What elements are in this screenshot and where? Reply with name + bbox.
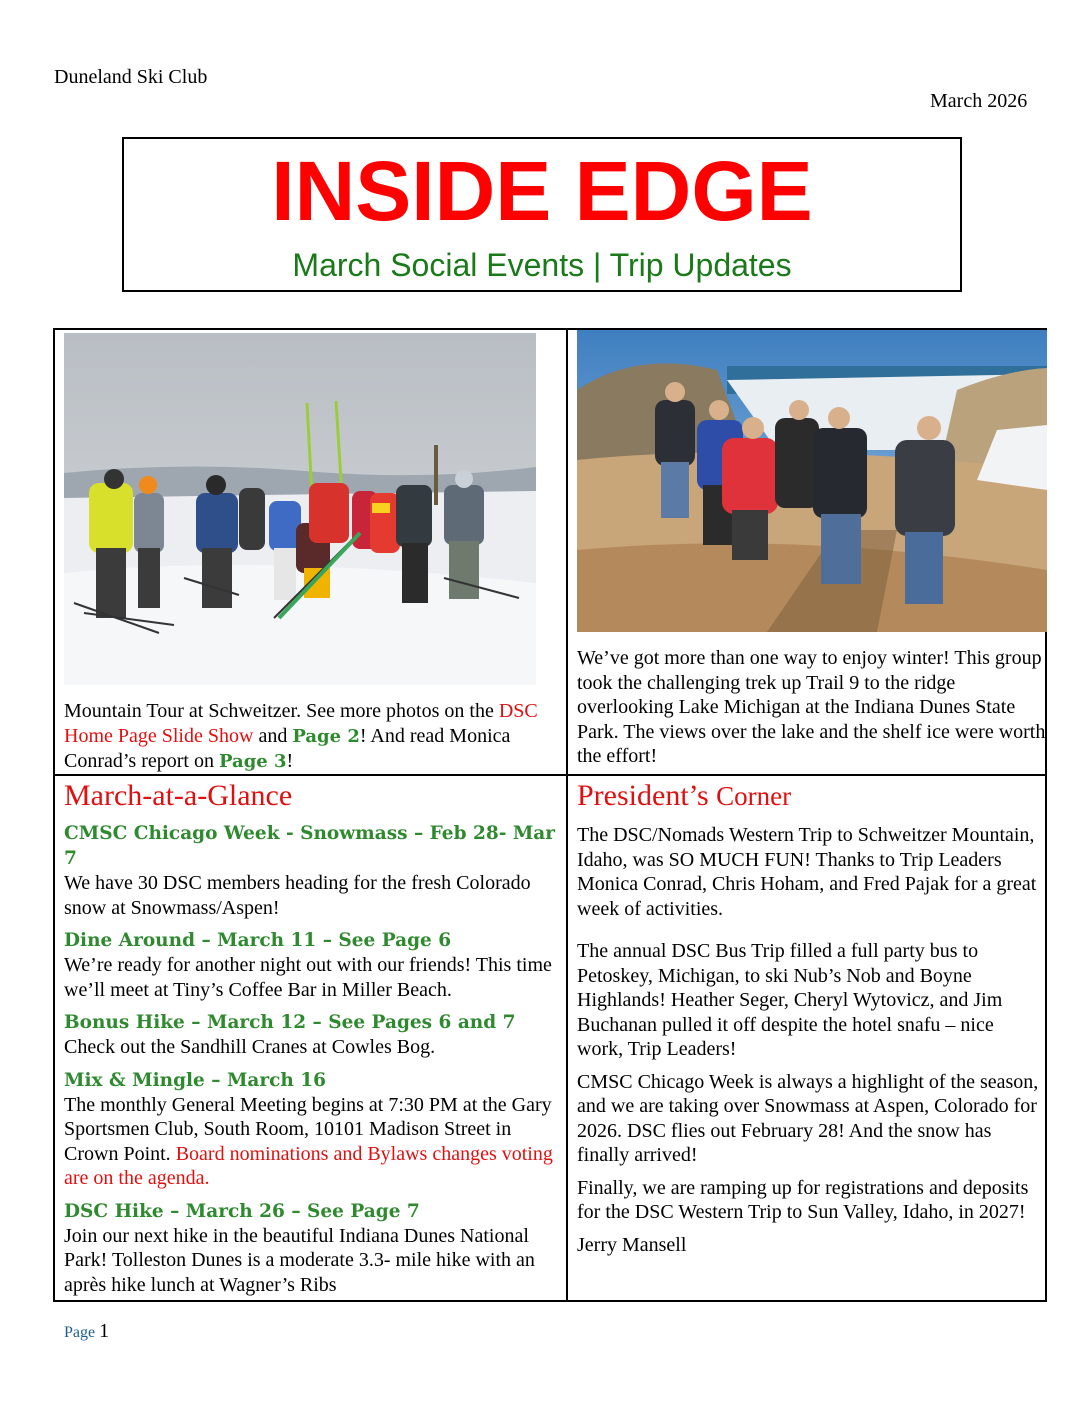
page-2-link[interactable]: Page 2 bbox=[292, 725, 360, 747]
event-body-text: The monthly General Meeting begins at 7:30 PM at the Gary Sportsmen Club, South Room, 10101 Madison Street in Crown Point. bbox=[64, 1093, 552, 1165]
president-heading bbox=[577, 779, 1043, 813]
dunes-photo-cell bbox=[577, 330, 1047, 769]
glance-heading: March-at-a-Glance bbox=[64, 779, 293, 812]
caption-text: and bbox=[253, 724, 293, 747]
president-paragraph: The DSC/Nomads Western Trip to Schweitzer Mountain, Idaho, was SO MUCH FUN! Thanks to Trip Leaders Monica Conrad, Chris Hoham, and Fred Pajak for a great week of activities. bbox=[577, 824, 1037, 920]
page-number: 1 bbox=[99, 1320, 110, 1342]
president-heading-a: President’s bbox=[577, 779, 717, 812]
page-3-link[interactable]: Page 3 bbox=[218, 751, 287, 772]
dunes-photo-caption: We’ve got more than one way to enjoy winter! This group took the challenging trek up Trail 9 to the ridge overlooking Lake Michigan at the Indiana Dunes State Park. The views over the lake and the shelf ice were worth the effort! bbox=[577, 647, 1046, 767]
ski-group-photo bbox=[64, 333, 536, 685]
issue-date: March 2026 bbox=[930, 90, 1028, 112]
dunes-hike-photo bbox=[577, 330, 1047, 632]
newsletter-subtitle: March Social Events | Trip Updates bbox=[292, 247, 792, 283]
event-title: CMSC Chicago Week - Snowmass – Feb 28- Mar 7 bbox=[64, 823, 556, 869]
event-body: We have 30 DSC members heading for the fresh Colorado snow at Snowmass/Aspen! bbox=[64, 872, 531, 919]
president-signature: Jerry Mansell bbox=[577, 1233, 687, 1256]
club-name: Duneland Ski Club bbox=[54, 66, 208, 88]
event-title: Bonus Hike – March 12 – See Pages 6 and 7 bbox=[64, 1012, 516, 1033]
event-body bbox=[64, 1093, 560, 1191]
slide-show-link[interactable]: DSC Home Page Slide Show bbox=[64, 700, 538, 747]
event-title: DSC Hike – March 26 – See Page 7 bbox=[64, 1200, 420, 1222]
caption-text: ! And read Monica Conrad’s report on bbox=[64, 724, 511, 772]
column-divider bbox=[566, 330, 568, 1300]
newsletter-title: INSIDE EDGE bbox=[271, 144, 813, 238]
page-footer bbox=[64, 1320, 109, 1343]
masthead bbox=[122, 137, 962, 292]
caption-text: ! bbox=[286, 750, 294, 772]
president-paragraph: Finally, we are ramping up for registrations and deposits for the DSC Western Trip to Sun Valley, Idaho, in 2027! bbox=[577, 1176, 1029, 1223]
caption-text: Mountain Tour at Schweitzer. See more photos on the bbox=[64, 700, 499, 722]
event-body: Check out the Sandhill Cranes at Cowles Bog. bbox=[64, 1036, 436, 1058]
event-body: We’re ready for another night out with our friends! This time we’ll meet at Tiny’s Coffee Bar in Miller Beach. bbox=[64, 954, 552, 1001]
agenda-note: Board nominations and Bylaws changes voting are on the agenda. bbox=[64, 1142, 553, 1189]
event-title: Mix & Mingle – March 16 bbox=[64, 1069, 327, 1091]
page-label: Page bbox=[64, 1324, 96, 1341]
ski-photo-cell bbox=[64, 333, 560, 775]
presidents-corner bbox=[577, 777, 1043, 1271]
event-body: Join our next hike in the beautiful Indiana Dunes National Park! Tolleston Dunes is a moderate 3.3- mile hike with an après hike lunch at Wagner’s Ribs bbox=[64, 1224, 535, 1296]
event-title: Dine Around – March 11 – See Page 6 bbox=[64, 930, 452, 951]
ski-photo-caption bbox=[64, 699, 560, 775]
content-table bbox=[53, 328, 1047, 1302]
president-paragraph: CMSC Chicago Week is always a highlight of the season, and we are taking over Snowmass at Aspen, Colorado for 2026. DSC flies out February 28! And the snow has finally arrived! bbox=[577, 1070, 1039, 1166]
march-at-a-glance bbox=[64, 777, 560, 1297]
president-paragraph: The annual DSC Bus Trip filled a full party bus to Petoskey, Michigan, to ski Nub’s Nob and Boyne Highlands! Heather Seger, Cheryl Wytovicz, and Jim Buchanan pulled it off despite the hotel snafu – nice work, Trip Leaders! bbox=[577, 940, 1003, 1060]
president-heading-b: Corner bbox=[716, 781, 792, 811]
